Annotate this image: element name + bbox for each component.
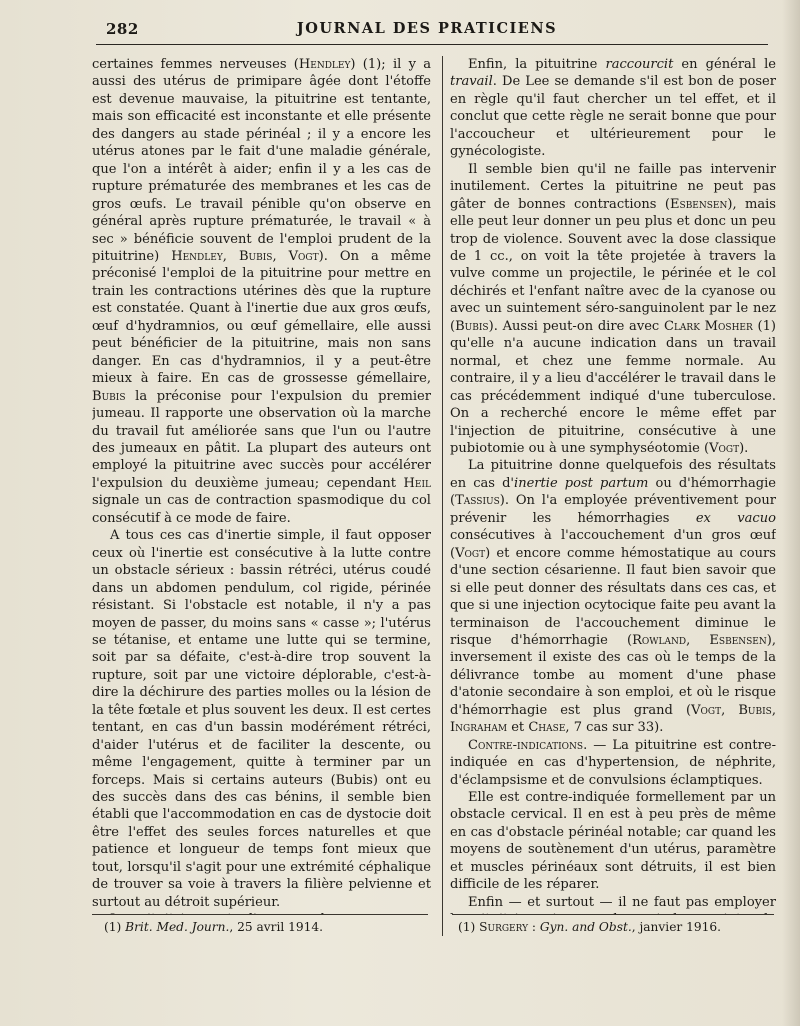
right-paragraph-5: Elle est contre-indiquée formellement par un obstacle cervical. Il en est à peu près de même en cas d'obstacle périnéal notable; car quand les moyens de soutènement d'un utérus, paramètre et muscles périnéaux sont détruits, il est bien difficile de les réparer. (450, 790, 776, 893)
right-paragraph-3: La pituitrine donne quelquefois des résultats en cas d'inertie post partum ou d'hémorrhagie (Tassius). On l'a employée préventivement pour prévenir les hémorrhagies ex vacuo consécutives à l'accouchement d'un gros œuf (Vogt) et encore comme hémostatique au cours d'une section césarienne. Il faut bien savoir que si elle peut donner des résultats dans ces cas, et que si une injection ocytocique faite peu avant la terminaison de l'accouchement diminue le risque d'hémorrhagie (Rowland, Esbensen), inversement il existe des cas où le temps de la délivrance tombe au moment d'une phase d'atonie secondaire à son emploi, et où le risque d'hémorrhagie est plus grand (Vogt, Bubis, Ingraham et Chase, 7 cas sur 33). (450, 458, 776, 736)
footnote-rule-right (452, 914, 774, 915)
footnote-rule-left (92, 914, 428, 915)
section-heading-contre-indications: Contre-indications (468, 737, 584, 753)
column-divider (442, 56, 443, 936)
footnote-right: (1) Surgery : Gyn. and Obst., janvier 1916. (458, 920, 721, 934)
right-column (450, 56, 776, 914)
right-paragraph-2: Il semble bien qu'il ne faille pas intervenir inutilement. Certes la pituitrine ne peut pas gâter de bonnes contractions (Esbensen), mais elle peut leur donner un peu plus et donc un peu trop de violence. Souvent avec la dose classique de 1 cc., on voit la tête projetée à travers la vulve comme un projectile, le périnée et le col déchirés et l'enfant naître avec de la cyanose ou avec un suintement séro-sanguinolent par le nez (Bubis). Aussi peut-on dire avec Clark Mosher (1) qu'elle n'a aucune indication dans un travail normal, et chez une femme normale. Au contraire, il y a lieu d'accélérer le travail dans le cas précédemment indiqué d'une tuberculose. On a recherché encore le même effet par l'injection de pituitrine, consécutive à une pubiotomie ou à une symphyséotomie (Vogt). (450, 161, 776, 456)
left-column (92, 56, 431, 914)
page-header (88, 14, 766, 44)
left-paragraph-1: certaines femmes nerveuses (Hendley) (1); il y a aussi des utérus de primipare âgée dont l'étoffe est devenue mauvaise, la pituitrine est tentante, mais son efficacité est inconstante et elle présente des dangers au stade périnéal ; il y a encore les utérus atones par le fait d'une maladie générale, que l'on a intérêt à aider; enfin il y a les cas de rupture prématurée des membranes et les cas de gros œufs. Le travail pénible qu'on observe en général après rupture prématurée, le travail « à sec » bénéficie souvent de l'emploi prudent de la pituitrine) Hendley, Bubis, Vogt). On a même préconisé l'emploi de la pituitrine pour mettre en train les contractions utérines dès que la rupture est constatée. Quant à l'inertie due aux gros œufs, œuf d'hydramnios, ou œuf gémellaire, elle aussi peut bénéficier de la pituitrine, mais non sans danger. En cas d'hydramnios, il y a peut-être mieux à faire. En cas de grossesse gémellaire, Bubis la préconise pour l'expulsion du premier jumeau. Il rapporte une observation où la marche du travail fut améliorée sans que l'un ou l'autre des jumeaux en pâtit. La plupart des auteurs ont employé la pituitrine avec succès pour accélérer l'expulsion du deuxième jumeau; cependant Heil signale un cas de contraction spasmodique du col consécutif à ce mode de faire. (92, 57, 431, 526)
right-paragraph-4: Contre-indications. — La pituitrine est contre-indiquée en cas d'hypertension, de néphrite, d'éclampsisme et de convulsions éclamptiques. (450, 737, 776, 788)
header-rule (96, 44, 768, 45)
footnote-left: (1) Brit. Med. Journ., 25 avril 1914. (104, 920, 324, 934)
left-paragraph-2: A tous ces cas d'inertie simple, il faut opposer ceux où l'inertie est consécutive à la lutte contre un obstacle sérieux : bassin rétréci, utérus coudé dans un abdomen pendulum, col rigide, périnée résistant. Si l'obstacle est notable, il n'y a pas moyen de passer, du moins sans « casse »; l'utérus se tétanise, et entame une lutte qui se termine, soit par sa défaite, c'est-à-dire trop souvent la rupture, soit par une victoire déplorable, c'est-à-dire la déchirure des parties molles ou la lésion de la tête fœtale et plus souvent les deux. Il est certes tentant, en cas d'un bassin modérément rétréci, d'aider l'utérus et de faciliter la descente, ou même l'engagement, quitte à terminer par un forceps. Mais si certains auteurs (Bubis) ont eu des succès dans des cas bénins, il semble bien établi que l'accommodation en cas de dystocie doit être l'effet des seules forces naturelles et que patience et longueur de temps font mieux que tout, lorsqu'il s'agit pour une extrémité céphalique de trouver sa voie à travers la filière pelvienne et surtout au détroit supérieur. (92, 528, 431, 910)
right-paragraph-1: Enfin, la pituitrine raccourcit en général le travail. De Lee se demande s'il est bon de poser en règle qu'il faut chercher un tel effet, et il conclut que cette règle ne serait bonne que pour l'accoucheur et ultérieurement pour le gynécologiste. (450, 57, 776, 160)
page-edge-shadow (782, 0, 800, 1026)
right-paragraph-6: Enfin — et surtout — il ne faut pas employer (468, 894, 776, 910)
page-number: 282 (106, 20, 139, 38)
running-title: JOURNAL DES PRATICIENS (296, 20, 558, 37)
